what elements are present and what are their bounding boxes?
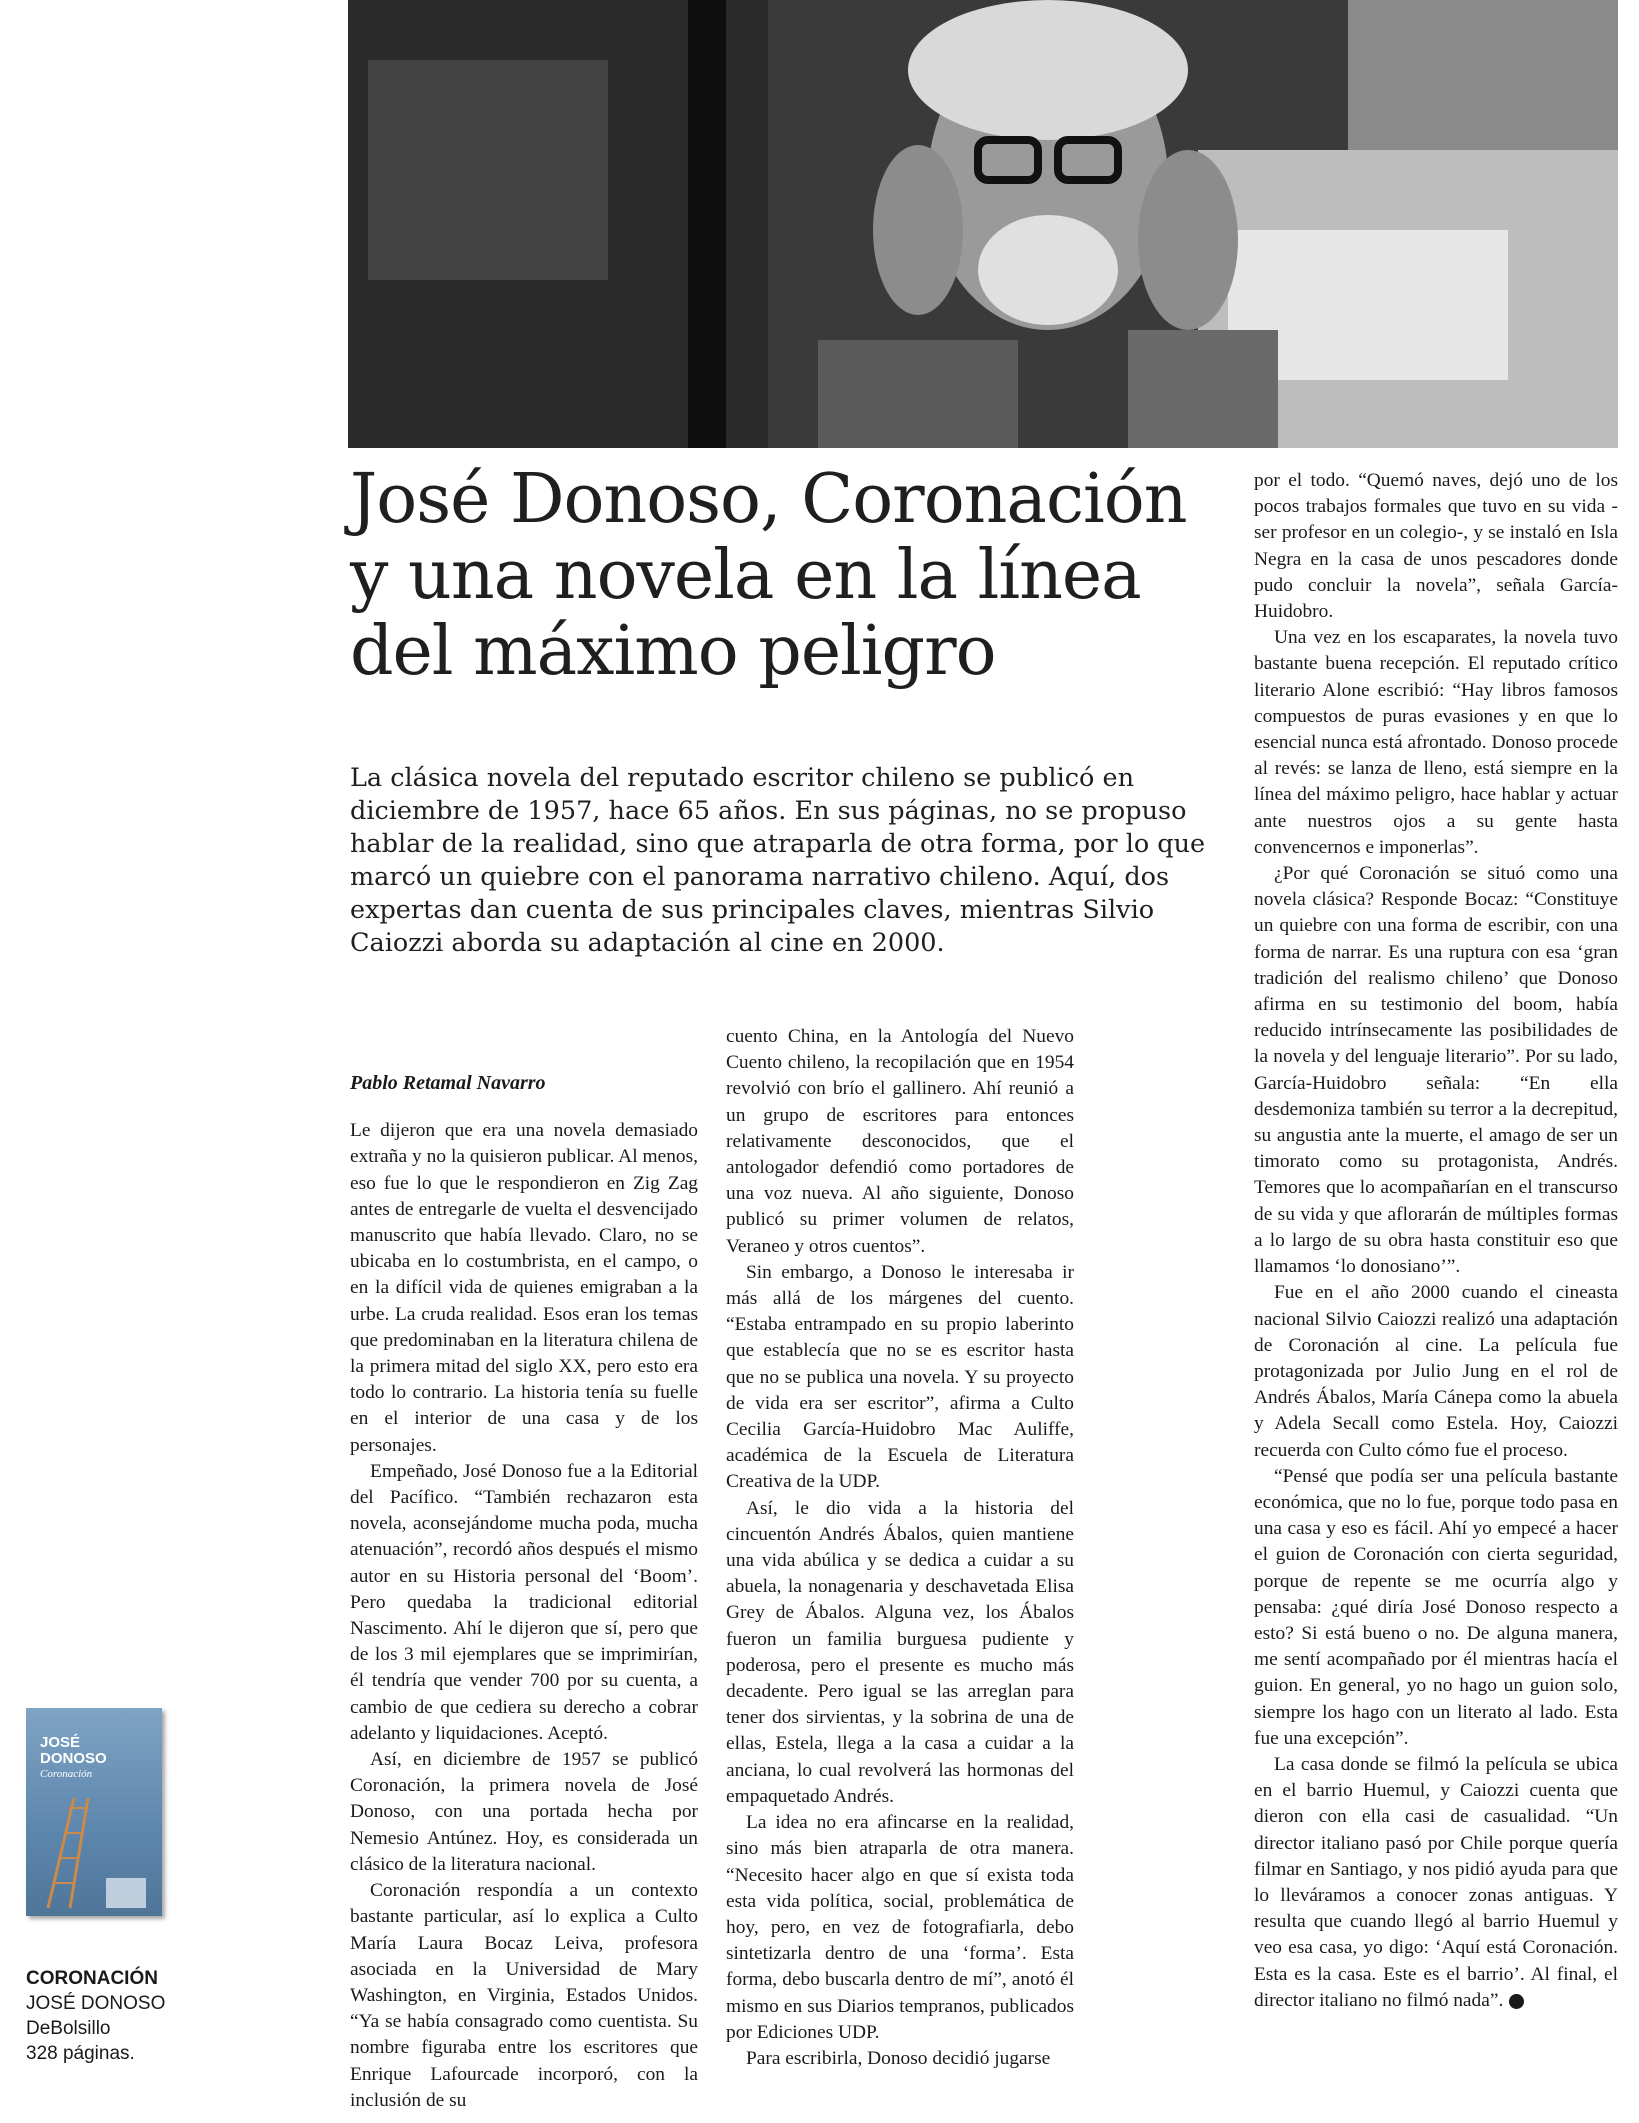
ladder-illustration [26,1708,162,1916]
paragraph: La idea no era afincarse en la realidad, sino más bien atraparla de otra manera. “Necesito hacer algo en que sí exista toda esta vida política, social, problemática de hoy, pero, en vez de fotografiarla, debo sintetizarla dentro de una ‘forma’. Esta forma, debo buscarla dentro de mí”, anotó él mismo en sus Diarios tempranos, publicados por Ediciones UDP. [726,1812,1074,2043]
paragraph: Sin embargo, a Donoso le interesaba ir más allá de los márgenes del cuento. “Estaba entrampado en su propio laberinto que establecía que no se es escritor hasta que no se publica una novela. Y su proyecto de vida era ser escritor”, afirma a Culto Cecilia García-Huidobro Mac Auliffe, académica de la Escuela de Literatura Creativa de la UDP. [726,1261,1074,1493]
paragraph: Para escribirla, Donoso decidió jugarse [746,2047,1051,2069]
article-column-1 [350,1070,698,2114]
caption-pages: 328 páginas. [26,2043,135,2064]
end-mark-icon [1509,1994,1524,2009]
book-cover-author-1: JOSÉ [40,1734,81,1751]
caption-title: CORONACIÓN [26,1968,158,1989]
headline-line-2: y una novela en la línea [350,536,1141,616]
paragraph: Así, le dio vida a la historia del cincuentón Andrés Ábalos, quien mantiene una vida abúlica y se dedica a cuidar a su abuela, la nonagenaria y deschavetada Elisa Grey de Ábalos. Alguna vez, los Ábalos fueron un familia burguesa pudiente y poderosa, pero el presente es mucho más decadente. Pero igual se las arreglan para tener dos sirvientas, y la sobrina de una de ellas, Estela, llega a la casa a cuidar a la anciana, lo cual revolverá las hormonas del empaquetado Andrés. [726,1497,1074,1807]
headline-line-1: José Donoso, Coronación [350,460,1187,539]
paragraph: ¿Por qué Coronación se situó como una novela clásica? Responde Bocaz: “Constituye un quiebre con una forma de escribir, con una forma de narrar. Es una ruptura con esa ‘gran tradición del realismo chileno’ que Donoso afirma en su testimonio del boom, había reducido intrínsecamente las posibilidades de la novela y del lenguaje literario”. Por su lado, García-Huidobro señala: “En ella desdemoniza también su terror a la decrepitud, su angustia ante la muerte, el amago de ser un timorato como su protagonista, Andrés. Temores que lo acompañarían en el transcurso de su vida y que aflorarán de múltiples formas a lo largo de su obra hasta constituir eso que llamamos ‘lo donosiano’”. [1254,863,1618,1278]
photo-illustration [348,0,1618,448]
byline: Pablo Retamal Navarro [350,1072,546,1094]
paragraph: Fue en el año 2000 cuando el cineasta nacional Silvio Caiozzi realizó una adaptación de Coronación al cine. La película fue protagonizada por Julio Jung en el rol de Andrés Ábalos, María Cánepa como la abuela y Adela Secall como Estela. Hoy, Caiozzi recuerda con Culto cómo fue el proceso. [1254,1282,1618,1461]
book-caption [26,1966,226,2066]
paragraph: cuento China, en la Antología del Nuevo Cuento chileno, la recopilación que en 1954 revolvió con brío el gallinero. Ahí reunió a un grupo de escritores para entonces relativamente desconocidos, que el antologador defendió como portadores de una voz nueva. Al año siguiente, Donoso publicó su primer volumen de relatos, Veraneo y otros cuentos”. [726,1026,1074,1257]
headline [350,462,1250,690]
paragraph [1254,1752,1618,2014]
paragraph: “Pensé que podía ser una película bastante económica, que no lo fue, porque todo pasa en una casa y eso es fácil. Ahí yo empecé a hacer el guion de Coronación con cierta seguridad, porque de repente se me ocurría algo y pensaba: ¿qué diría José Donoso respecto a esto? Si está bueno o no. De alguna manera, me sentí acompañado por él mientras hacía el guion. En general, yo no hago un guion solo, siempre los hago con un literato al lado. Esta fue una excepción”. [1254,1465,1618,1749]
book-cover-author-2: DONOSO [40,1750,107,1767]
paragraph-text: La casa donde se filmó la película se ubica en el barrio Huemul, y Caiozzi cuenta que dieron con ella casi de casualidad. “Un director italiano pasó por Chile porque quería filmar en Santiago, y nos pidió ayuda para que lo lleváramos a conocer zonas antiguas. Y resulta que cuando llegó al barrio Huemul y veo esa casa, yo digo: ‘Aquí está Coronación. Esta es la casa. Este es el barrio’. Al final, el director italiano no filmó nada”. [1254,1753,1618,2011]
paragraph: Una vez en los escaparates, la novela tuvo bastante buena recepción. El reputado crítico literario Alone escribió: “Hay libros famosos compuestos de puras evasiones y en que lo esencial nunca está afrontado. Donoso procede al revés: se lanza de lleno, está siempre en la línea del máximo peligro, hace hablar y actuar ante nuestros ojos a su gente hasta convencernos e imponerlas”. [1254,627,1618,858]
paragraph: Empeñado, José Donoso fue a la Editorial del Pacífico. “También rechazaron esta novela, aconsejándome mucha poda, mucha atenuación”, recordó años después el mismo autor en su Historia personal del ‘Boom’. Pero quedaba la tradicional editorial Nascimento. Ahí le dijeron que sí, pero que de los 3 mil ejemplares que se imprimirían, él tendría que vender 700 por su cuenta, a cambio de que cediera su derecho a cobrar adelanto y liquidaciones. Aceptó. [350,1460,698,1744]
article-column-3 [1254,468,1618,2014]
author-photo [348,0,1618,448]
caption-author: JOSÉ DONOSO [26,1993,166,2014]
article-column-2 [726,1024,1074,2072]
paragraph: Así, en diciembre de 1957 se publicó Coronación, la primera novela de José Donoso, con una portada hecha por Nemesio Antúnez. Hoy, es considerada un clásico de la literatura nacional. [350,1749,698,1875]
headline-line-3: del máximo peligro [350,612,996,692]
paragraph: por el todo. “Quemó naves, dejó uno de los pocos trabajos formales que tuvo en su vida -ser profesor en un colegio-, y se instaló en Isla Negra en la casa de unos pescadores donde pudo concluir la novela”, señala García-Huidobro. [1254,470,1618,623]
caption-publisher: DeBolsillo [26,2018,111,2039]
book-cover [26,1708,162,1916]
paragraph: Le dijeron que era una novela demasiado extraña y no la quisieron publicar. Al menos, eso fue lo que le respondieron en Zig Zag antes de entregarle de vuelta el desvencijado manuscrito que había llevado. Claro, no se ubicaba en lo costumbrista, en el campo, o en la difícil vida de quienes emigraban a la urbe. La cruda realidad. Esos eran los temas que predominaban en la literatura chilena de la primera mitad del siglo XX, pero esto era todo lo contrario. La historia tenía su fuelle en el interior de una casa y de los personajes. [350,1120,698,1456]
paragraph: Coronación respondía a un contexto bastante particular, así lo explica a Culto María Laura Bocaz Leiva, profesora asociada en la Universidad de Mary Washington, en Virginia, Estados Unidos. “Ya se había consagrado como cuentista. Su nombre figuraba entre los escritores que Enrique Lafourcade incorporó, con la inclusión de su [350,1880,698,2111]
dek: La clásica novela del reputado escritor chileno se publicó en diciembre de 1957, hace 65 años. En sus páginas, no se propuso hablar de la realidad, sino que atraparla de otra forma, por lo que marcó un quiebre con el panorama narrativo chileno. Aquí, dos expertas dan cuenta de sus principales claves, mientras Silvio Caiozzi aborda su adaptación al cine en 2000. [350,763,1206,958]
book-cover-title: Coronación [40,1768,93,1780]
